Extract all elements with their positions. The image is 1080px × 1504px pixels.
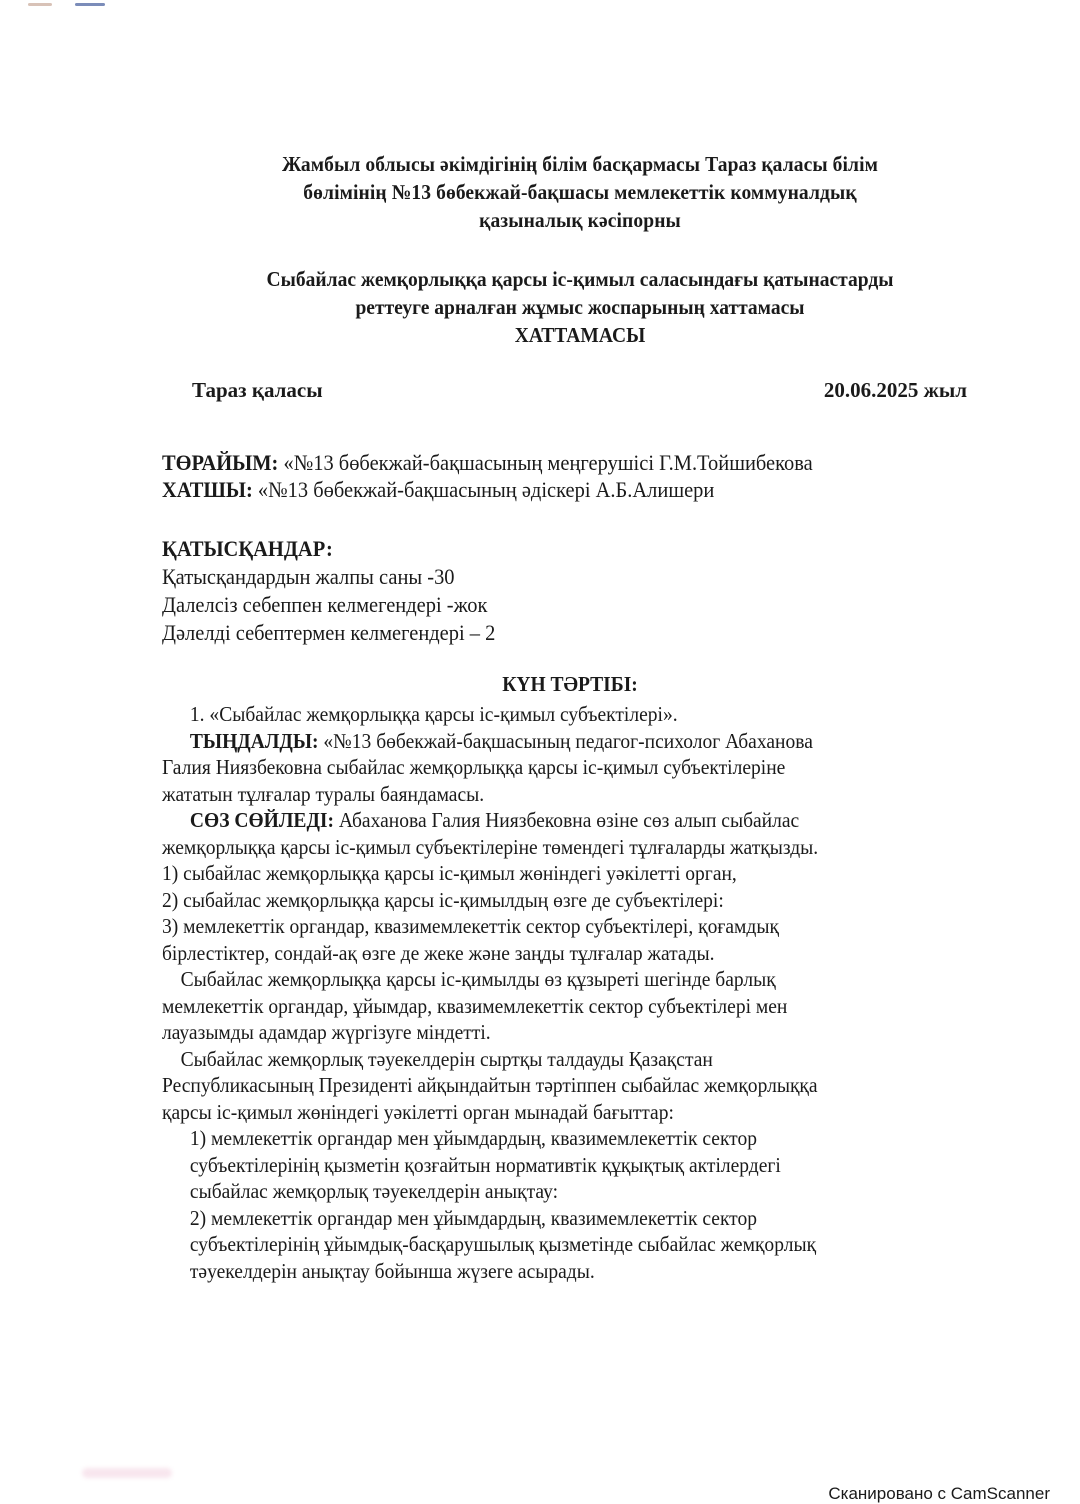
spoke-text: 3) мемлекеттік органдар, квазимемлекеттік сектор субъектілері, қоғамдық (162, 914, 779, 938)
header-line: Жамбыл облысы әкімдігінің білім басқармасы Тараз қаласы білім (281, 152, 879, 176)
document-title: ХАТТАМАСЫ (514, 323, 646, 347)
attendees-line: Дәлелді себептермен келмегендері – 2 (162, 620, 496, 645)
heard-text: жататын тұлғалар туралы баяндамасы. (162, 781, 485, 806)
direction-line: субъектілерінің қызметін қозғайтын нормативтік құқықтық актілердегі (189, 1152, 781, 1177)
attendees-title: ҚАТЫСҚАНДАР: (162, 536, 333, 561)
scan-smudge (82, 1468, 172, 1478)
direction-line: субъектілерінің ұйымдық-басқарушылық қызметінде сыбайлас жемқорлық (189, 1232, 817, 1256)
heard-text: «№13 бөбекжай-бақшасының педагог-психолог Абаханова (318, 728, 813, 753)
spoke-line (162, 807, 925, 834)
direction-line: 2) мемлекеттік органдар мен ұйымдардың, квазимемлекеттік сектор (189, 1205, 757, 1230)
secretary-line (162, 477, 925, 504)
spoke-label: СӨЗ СӨЙЛЕДІ: (189, 808, 334, 832)
document-subject (208, 265, 952, 349)
subject-line: Сыбайлас жемқорлыққа қарсы іс-қимыл саласындағы қатынастарды (266, 267, 894, 291)
agenda-item: 1. «Сыбайлас жемқорлыққа қарсы іс-қимыл субъектілері». (189, 702, 678, 726)
spoke-text: жемқорлыққа қарсы іс-қимыл субъектілеріне төмендегі тұлғаларды жатқызды. (162, 834, 819, 859)
scan-edge-mark (75, 3, 105, 6)
paragraph-line: лауазымды адамдар жүргізуге міндетті. (162, 1020, 491, 1044)
paragraph-line: Сыбайлас жемқорлыққа қарсы іс-қимылды өз құзыреті шегінде барлық (180, 967, 776, 991)
paragraph-line: Сыбайлас жемқорлық тәуекелдерін сыртқы талдауды Қазақстан (180, 1046, 713, 1071)
date: 20.06.2025 жыл (823, 378, 967, 402)
header-line: қазыналық кәсіпорны (479, 208, 681, 232)
spoke-text: 2) сыбайлас жемқорлыққа қарсы іс-қимылдың өзге де субъектілері: (162, 887, 724, 912)
organization-header (217, 150, 942, 234)
header-line: бөлімінің №13 бөбекжай-бақшасы мемлекеттік коммуналдық (303, 180, 857, 204)
direction-line: 1) мемлекеттік органдар мен ұйымдардың, квазимемлекеттік сектор (189, 1126, 757, 1150)
secretary-text: «№13 бөбекжай-бақшасының әдіскері А.Б.Алишери (257, 476, 715, 502)
paragraph-line: мемлекеттік органдар, ұйымдар, квазимемлекеттік сектор субъектілері мен (162, 993, 788, 1018)
agenda-title: КҮН ТӘРТІБІ: (502, 672, 638, 696)
subject-line: реттеуге арналған жұмыс жоспарының хаттамасы (355, 295, 805, 319)
chair-label: ТӨРАЙЫМ: (162, 450, 279, 475)
attendees-line: Қатысқандардын жалпы саны -30 (162, 564, 455, 589)
secretary-label: ХАТШЫ: (162, 476, 253, 502)
agenda-section (162, 701, 925, 1284)
heard-line (162, 728, 925, 755)
direction-line: сыбайлас жемқорлық тәуекелдерін анықтау: (189, 1179, 559, 1203)
paragraph-line: қарсы іс-қимыл жөніндегі уәкілетті орган мынадай бағыттар: (162, 1099, 674, 1124)
attendees-line: Далелсіз себеппен келмегендері -жок (162, 592, 488, 617)
direction-line: тәуекелдерін анықтау бойынша жүзеге асырады. (189, 1258, 595, 1283)
heard-label: ТЫҢДАЛДЫ: (189, 728, 319, 753)
roles-section (162, 450, 925, 503)
spoke-text: бірлестіктер, сондай-ақ өзге де жеке және заңды тұлғалар жатады. (162, 940, 715, 965)
spoke-text: Абаханова Галия Ниязбековна өзіне сөз алып сыбайлас (333, 808, 800, 832)
place: Тараз қаласы (192, 378, 323, 402)
attendees-section (162, 535, 925, 647)
place-date-row (192, 378, 967, 403)
chair-line (162, 450, 925, 477)
heard-text: Галия Ниязбековна сыбайлас жемқорлыққа қарсы іс-қимыл субъектілеріне (162, 755, 786, 779)
scan-edge-mark (28, 3, 52, 6)
spoke-text: 1) сыбайлас жемқорлыққа қарсы іс-қимыл жөніндегі уәкілетті орган, (162, 861, 737, 885)
scanner-watermark: Сканировано с CamScanner (828, 1484, 1050, 1503)
paragraph-line: Республикасының Президенті айқындайтын тәртіппен сыбайлас жемқорлыққа (162, 1073, 818, 1097)
chair-text: «№13 бөбекжай-бақшасының меңгерушісі Г.М.Тойшибекова (283, 450, 813, 475)
